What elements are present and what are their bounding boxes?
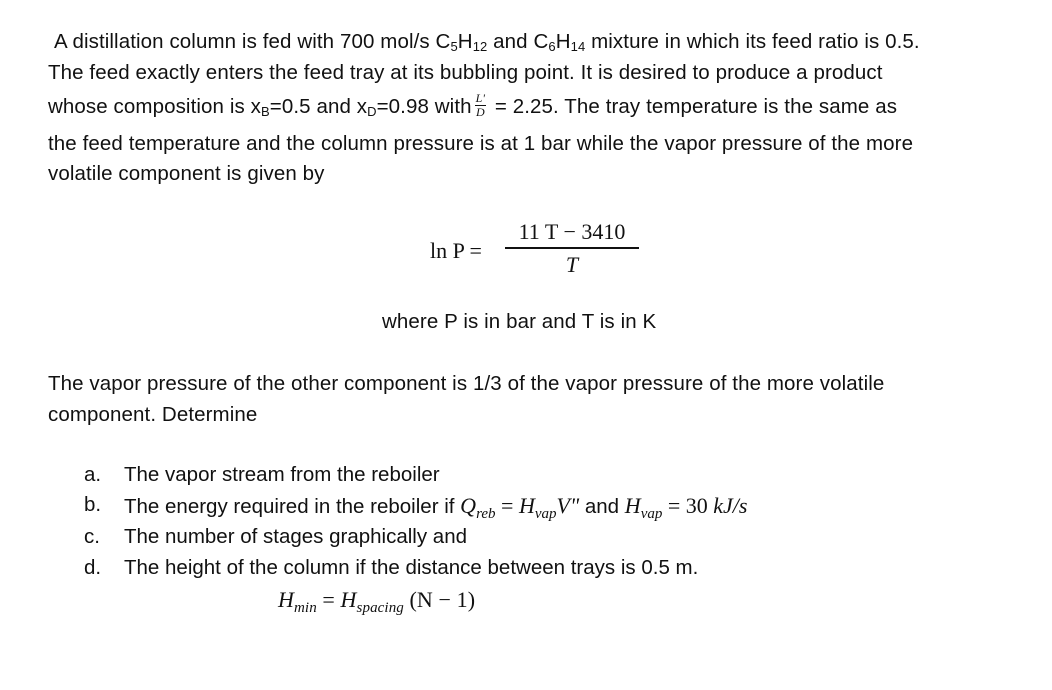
units-note: where P is in bar and T is in K [382,310,657,333]
height-formula: $H_{min} = H_{spacing}$ (N − 1) [278,587,476,616]
problem-line-5: volatile component is given by [48,162,325,185]
equation-numerator: 11 T − 3410 [518,219,626,244]
equation-fraction [505,219,639,278]
paragraph2-line-2: component. Determine [48,403,258,426]
problem-line-4: the feed temperature and the column pressure is at 1 bar while the vapor pressure of the more [48,132,914,155]
equation-lhs: ln P = [430,238,482,263]
reflux-ratio-fraction: $\frac{L'}{D}$ [475,91,486,119]
paragraph2-line-1: The vapor pressure of the other component is 1/3 of the vapor pressure of the more volatile [48,372,885,395]
problem-line-1: A distillation column is fed with 700 mol/s $C_5H_{12}$ and $C_6H_{14}$ mixture in which its feed ratio is 0.5. [54,30,920,54]
problem-line-2: The feed exactly enters the feed tray at its bubbling point. It is desired to produce a product [48,61,883,84]
problem-line-3: whose composition is $x_B=0.5$ and $x_D=0.98$ with $\frac{L'}{D}$ = 2.25. The tray temperature is the same as [48,91,898,119]
equation-denominator: T [565,251,579,277]
